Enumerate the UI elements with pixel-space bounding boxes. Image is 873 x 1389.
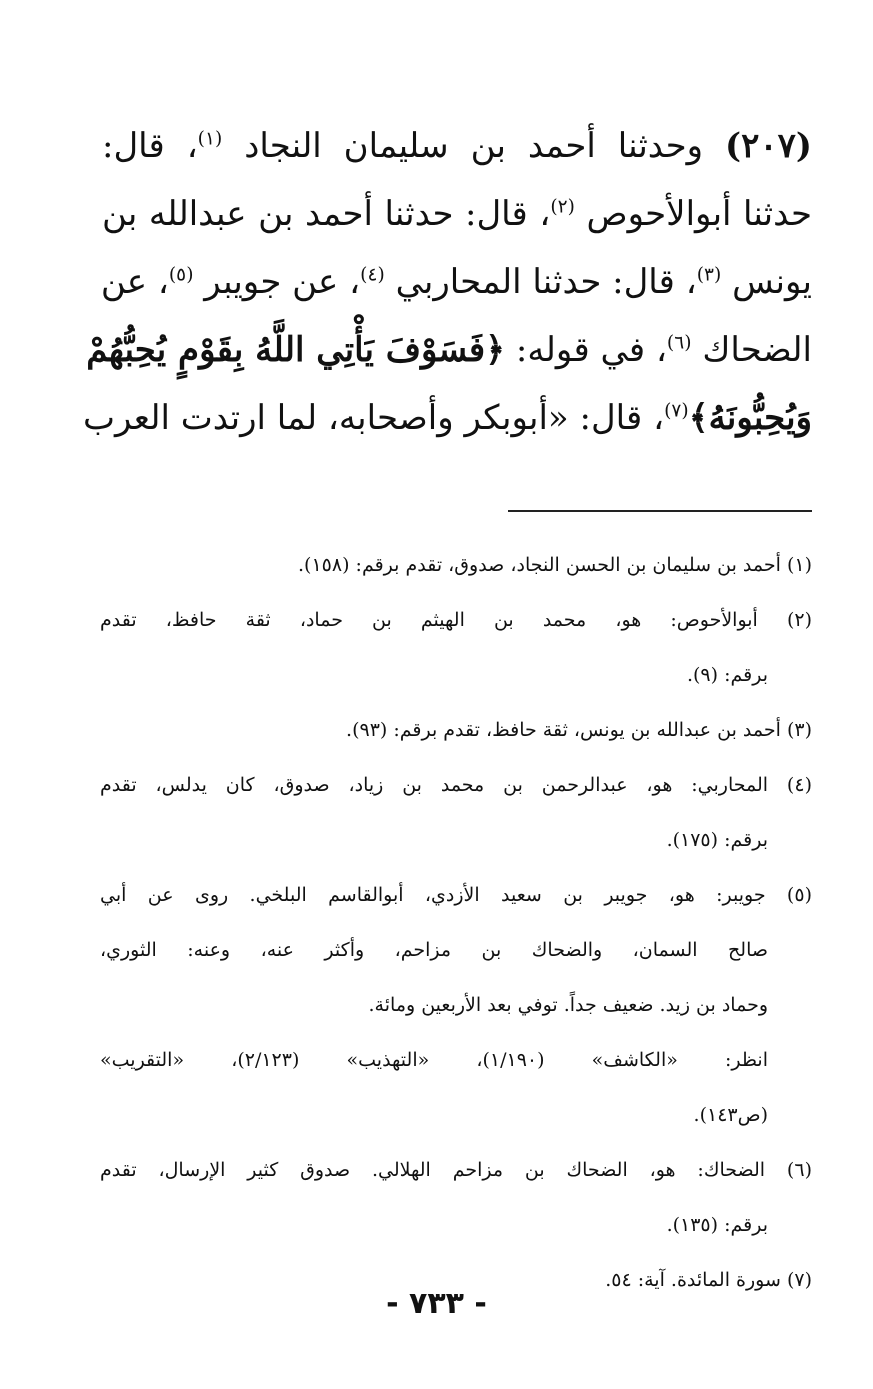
footnote-2: (٢) أبوالأحوص: هو، محمد بن الهيثم بن حماد، ثقة حافظ، تقدم برقم: (٩). [100,609,812,686]
main-line-2: حدثنا أبوالأحوص $^{(٢)}$، قال: حدثنا أحمد بن عبدالله بن [102,194,812,234]
footnotes [100,538,812,1308]
main-line-3: يونس $^{(٣)}$، قال: حدثنا المحاربي $^{(٤)}$، عن جويبر $^{(٥)}$، عن [100,262,812,302]
footnote-ref: (٧) [664,400,689,422]
footnote-ref: (٣) [696,264,722,286]
footnote-4: (٤) المحاربي: هو، عبدالرحمن بن محمد بن زياد، صدوق، كان يدلس، تقدم برقم: (١٧٥). [100,774,812,851]
footnote-7: (٧) سورة المائدة. آية: ٥٤. [605,1269,812,1291]
footnote-ref: (٥) [168,264,194,286]
footnote-5: (٥) جويبر: هو، جويبر بن سعيد الأزدي، أبوالقاسم البلخي. روى عن أبي صالح السمان، والضحاك بن مزاحم، وأكثر عنه، وعنه: الثوري، وحماد بن زيد. ضعيف جداً. توفي بعد الأربعين ومائة. انظر: «الكاشف» (١/١٩٠)، «التهذيب» (٢/١٢٣)، «التقريب» (ص١٤٣). [100,884,812,1126]
footnote-ref: (٤) [360,264,385,286]
footnote-ref: (١) [197,128,223,150]
footnote-ref: (٢) [550,196,575,218]
main-line-1: (٢٠٧) وحدثنا أحمد بن سليمان النجاد $^{(١)}$، قال: [102,126,812,166]
hadith-number: (٢٠٧) [725,126,812,166]
main-line-5: وَيُحِبُّونَهُ﴾$^{(٧)}$، قال: «أبوبكر وأصحابه، لما ارتدت العرب [82,398,812,438]
footnote-1: (١) أحمد بن سليمان بن الحسن النجاد، صدوق، تقدم برقم: (١٥٨). [298,554,812,576]
page-number: - ٧٣٣ - [386,1286,487,1321]
footnote-6: (٦) الضحاك: هو، الضحاك بن مزاحم الهلالي. صدوق كثير الإرسال، تقدم برقم: (١٣٥). [100,1159,812,1236]
main-text [82,112,812,452]
footnote-divider [508,510,812,512]
footnote-3: (٣) أحمد بن عبدالله بن يونس، ثقة حافظ، تقدم برقم: (٩٣). [346,719,812,741]
quran-verse: وَيُحِبُّونَهُ﴾ [688,398,812,438]
main-line-4: الضحاك $^{(٦)}$، في قوله: ﴿فَسَوْفَ يَأْتِي اللَّهُ بِقَوْمٍ يُحِبُّهُمْ [86,330,812,370]
footnote-ref: (٦) [666,332,692,354]
quran-verse: ﴿فَسَوْفَ يَأْتِي اللَّهُ بِقَوْمٍ يُحِبُّهُمْ [86,330,506,370]
